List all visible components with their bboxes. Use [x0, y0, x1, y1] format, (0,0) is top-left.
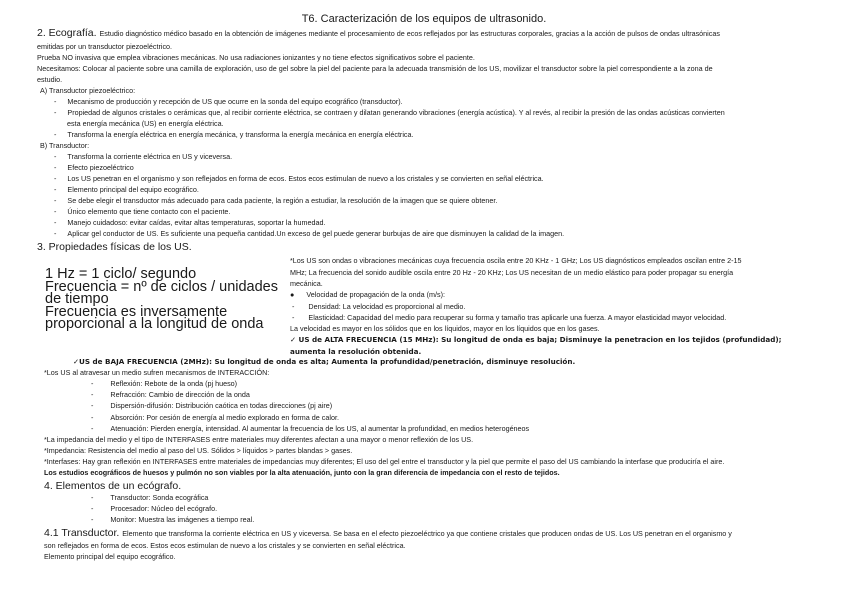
list-b-item: - Aplicar gel conductor de US. Es suficiente una pequeña cantidad.Un exceso de gel puede generar burbujas de aire que disminuyen la calidad de la imagen.: [54, 229, 565, 238]
section-2-line-3: Prueba NO invasiva que emplea vibraciones mecánicas. No usa radiaciones ionizantes y no tiene efectos significativos sobre el paciente.: [37, 53, 475, 62]
list-b-item: - Los US penetran en el organismo y son reflejados en forma de ecos. Estos ecos estimulan de nuevo a los cristales y se convierten en señal eléctrica.: [54, 174, 544, 183]
us-definition-line: MHz; La frecuencia del sonido audible oscila entre 20 Hz - 20 KHz; Los US necesitan de un medio elástico para poder propagar su energía: [290, 268, 734, 277]
list-a-item: - Mecanismo de producción y recepción de US que ocurre en la sonda del equipo ecográfico (transductor).: [54, 97, 403, 106]
interfaces-note: *Interfases: Hay gran reflexión en INTERFASES entre materiales de impedancias muy diferentes; El uso del gel entre el transductor y la piel que permite el paso del US cambiando la interfase que produciría el aire.: [44, 457, 725, 466]
us-definition-line: mecánica.: [290, 279, 323, 288]
page-title: T6. Caracterización de los equipos de ultrasonido.: [301, 13, 547, 25]
list-b-label: B) Transductor:: [40, 141, 90, 150]
section-4-1-line-2: son reflejados en forma de ecos. Estos ecos estimulan de nuevo a los cristales y se convierten en señal eléctrica.: [44, 541, 406, 550]
frequency-note-line: Frecuencia es inversamente: [45, 303, 228, 320]
section-4-heading: 4. Elementos de un ecógrafo.: [44, 480, 182, 492]
list-b-item: - Único elemento que tiene contacto con el paciente.: [54, 207, 231, 216]
list-b-item: - Transforma la corriente eléctrica en US y viceversa.: [54, 152, 233, 161]
section-2-heading: [37, 27, 720, 39]
section-4-1-heading: [44, 527, 732, 539]
section-2-line-5: estudio.: [37, 75, 63, 84]
list-b-item: - Elemento principal del equipo ecográfico.: [54, 185, 199, 194]
frequency-note-line: proporcional a la longitud de onda: [45, 316, 264, 332]
list-b-item: - Manejo cuidadoso: evitar caídas, evitar altas temperaturas, soportar la humedad.: [54, 218, 326, 227]
low-frequency-note: ✓US de BAJA FRECUENCIA (2MHz): Su longitud de onda es alta; Aumenta la profundidad/penetración, disminuye resolución.: [73, 357, 576, 366]
frequency-notes: [45, 268, 285, 331]
list-a-label: A) Transductor piezoeléctrico:: [40, 86, 136, 95]
velocity-sub-item: - Elasticidad: Capacidad del medio para recuperar su forma y tamaño tras aplicarle una fuerza. A mayor elasticidad mayor velocidad.: [292, 313, 727, 322]
list-b-item: - Se debe elegir el transductor más adecuado para cada paciente, la región a estudiar, la resolución de la imagen que se quiere obtener.: [54, 196, 498, 205]
list-b-item: - Efecto piezoeléctrico: [54, 163, 134, 172]
ecograph-element: - Transductor: Sonda ecográfica: [91, 493, 209, 502]
section-2-line-4: Necesitamos: Colocar al paciente sobre una camilla de exploración, uso de gel sobre la piel del paciente para la adecuada transmisión de los US, movilizar el transductor sobre la piel correspondiente a la zona de: [37, 64, 713, 73]
section-2-line-2: emitidas por un transductor piezoeléctrico.: [37, 42, 173, 51]
impedance-definition: *Impedancia: Resistencia del medio al paso del US. Sólidos > líquidos > partes blandas > gases.: [44, 446, 353, 455]
section-4-1-line-1: Elemento que transforma la corriente eléctrica en US y viceversa. Se basa en el efecto piezoeléctrico ya que contiene cristales que producen ondas de US. Los US penetran en el organismo y: [122, 529, 732, 538]
section-4-1-line-3: Elemento principal del equipo ecográfico.: [44, 552, 176, 561]
velocity-sub-item: - Densidad: La velocidad es proporcional al medio.: [292, 302, 466, 311]
high-frequency-note-cont: aumenta la resolución obtenida.: [290, 347, 422, 356]
section-2-title: 2. Ecografía.: [37, 27, 97, 39]
list-a-item: - Propiedad de algunos cristales o cerámicas que, al recibir corriente eléctrica, se contraen y dilatan generando vibraciones (energía acústica). Y al revés, al recibir la presión de las ondas acústicas convierten: [54, 108, 725, 117]
velocity-bullet: ● Velocidad de propagación de la onda (m/s):: [290, 290, 445, 299]
interaction-item: - Refracción: Cambio de dirección de la onda: [91, 390, 250, 399]
section-3-heading: 3. Propiedades físicas de los US.: [37, 241, 192, 253]
us-definition-line: *Los US son ondas o vibraciones mecánicas cuya frecuencia oscila entre 20 KHz - 1 GHz; Los US diagnósticos empleados oscilan entre 2-15: [290, 256, 742, 265]
bone-lung-note: Los estudios ecográficos de huesos y pulmón no son viables por la alta atenuación, junto con la gran diferencia de impedancia con el resto de tejidos.: [44, 468, 560, 477]
interaction-item: - Atenuación: Pierden energía, intensidad. Al aumentar la frecuencia de los US, al aumentar la profundidad, en medios heterogéneos: [91, 424, 530, 433]
interaction-label: *Los US al atravesar un medio sufren mecanismos de INTERACCIÓN:: [44, 368, 270, 377]
interaction-item: - Absorción: Por cesión de energía al medio explorado en forma de calor.: [91, 413, 339, 422]
list-a-item-continued: esta energía mecánica (US) en energía eléctrica.: [67, 119, 224, 128]
interaction-item: - Reflexión: Rebote de la onda (pj hueso): [91, 379, 238, 388]
high-frequency-note: ✓ US de ALTA FRECUENCIA (15 MHz): Su longitud de onda es baja; Disminuye la penetracion en los tejidos (profundidad);: [290, 335, 782, 344]
frequency-note-line: Frecuencia = nº de ciclos / unidades: [45, 278, 278, 295]
velocity-comparison: La velocidad es mayor en los sólidos que en los líquidos, mayor en los líquidos que en los gases.: [290, 324, 600, 333]
interaction-item: - Dispersión-difusión: Distribución caótica en todas direcciones (pj aire): [91, 401, 333, 410]
frequency-note-line: 1 Hz = 1 ciclo/ segundo: [45, 266, 197, 282]
section-4-1-title: 4.1 Transductor.: [44, 527, 120, 539]
list-a-item: - Transforma la energía eléctrica en energía mecánica, y transforma la energía mecánica en energía eléctrica.: [54, 130, 414, 139]
impedance-note: *La impedancia del medio y el tipo de INTERFASES entre materiales muy diferentes afectan a una mayor o menor reflexión de los US.: [44, 435, 474, 444]
frequency-note-line: de tiempo: [45, 291, 109, 307]
ecograph-element: - Monitor: Muestra las imágenes a tiempo real.: [91, 515, 255, 524]
section-2-line-1: Estudio diagnóstico médico basado en la obtención de imágenes mediante el procesamiento de ecos reflejados por las estructuras corporales, gracias a la acción de pulsos de ondas ultrasónicas: [99, 29, 720, 38]
ecograph-element: - Procesador: Núcleo del ecógrafo.: [91, 504, 218, 513]
